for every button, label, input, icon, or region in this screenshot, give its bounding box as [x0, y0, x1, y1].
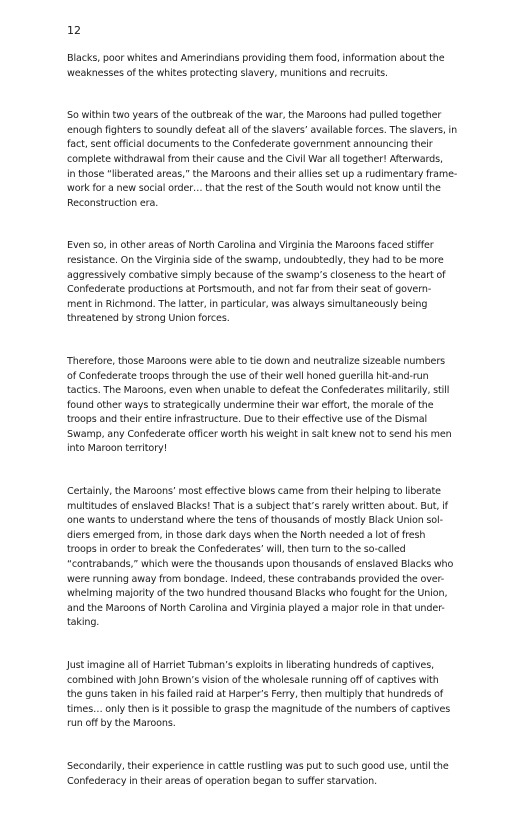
text-line: were running away from bondage. Indeed, these contrabands provided the over-: [67, 573, 445, 585]
paragraph-2: [67, 109, 461, 211]
text-line: run off by the Maroons.: [67, 718, 176, 730]
text-line: troops and their entire infrastructure. Due to their effective use of the Dismal: [67, 414, 428, 426]
text-line: Confederate productions at Portsmouth, and not far from their seat of govern-: [67, 284, 432, 296]
text-line: of Confederate troops through the use of their well honed guerilla hit-and-run: [67, 370, 429, 382]
text-line: taking.: [67, 617, 100, 629]
paragraph-3: [67, 239, 461, 327]
text-line: Blacks, poor whites and Amerindians providing them food, information about the: [67, 53, 445, 64]
text-line: ment in Richmond. The latter, in particular, was always simultaneously being: [67, 298, 428, 310]
text-line: multitudes of enslaved Blacks! That is a subject that’s rarely written about. But, if: [67, 500, 448, 512]
text-line: work for a new social order… that the rest of the South would not know until the: [67, 183, 441, 195]
text-line: troops in order to break the Confederates’ will, then turn to the so-called: [67, 544, 406, 556]
text-line: Secondarily, their experience in cattle rustling was put to such good use, until the: [67, 760, 449, 772]
text-line: weaknesses of the whites protecting slavery, munitions and recruits.: [67, 67, 388, 79]
text-line: resistance. On the Virginia side of the swamp, undoubtedly, they had to be more: [67, 254, 444, 266]
text-line: Swamp, any Confederate officer worth his weight in salt knew not to send his men: [67, 428, 452, 440]
text-line: found other ways to strategically undermine their war effort, the morale of the: [67, 399, 434, 411]
text-line: combined with John Brown’s vision of the wholesale running off of captives with: [67, 674, 439, 686]
text-line: whelming majority of the two hundred thousand Blacks who fought for the Union,: [67, 588, 448, 600]
paragraph-4: [67, 355, 461, 457]
text-line: times… only then is it possible to grasp the magnitude of the numbers of captives: [67, 703, 451, 715]
text-line: Just imagine all of Harriet Tubman’s exploits in liberating hundreds of captives,: [67, 660, 434, 671]
paragraph-7: [67, 760, 461, 789]
text-line: So within two years of the outbreak of the war, the Maroons had pulled together: [67, 110, 442, 122]
paragraph-1: [67, 52, 461, 81]
page-number: 12: [67, 24, 81, 37]
text-line: Reconstruction era.: [67, 197, 159, 209]
text-line: enough fighters to soundly defeat all of the slavers’ available forces. The slavers, in: [67, 124, 458, 136]
text-line: and the Maroons of North Carolina and Virginia played a major role in that under-: [67, 602, 445, 614]
text-line: Confederacy in their areas of operation began to suffer starvation.: [67, 775, 378, 787]
text-line: complete withdrawal from their cause and the Civil War all together! Afterwards,: [67, 153, 443, 165]
text-line: threatened by strong Union forces.: [67, 313, 230, 325]
text-line: in those “liberated areas,” the Maroons and their allies set up a rudimentary frame-: [67, 168, 458, 180]
body-text: [67, 52, 461, 789]
text-line: Therefore, those Maroons were able to tie down and neutralize sizeable numbers: [67, 355, 446, 367]
text-line: into Maroon territory!: [67, 443, 168, 455]
text-line: one wants to understand where the tens of thousands of mostly Black Union sol-: [67, 515, 443, 527]
paragraph-6: [67, 659, 461, 732]
text-line: Even so, in other areas of North Carolina and Virginia the Maroons faced stiffer: [67, 240, 434, 252]
text-line: Certainly, the Maroons’ most effective blows came from their helping to liberate: [67, 486, 441, 498]
text-line: tactics. The Maroons, even when unable to defeat the Confederates militarily, still: [67, 385, 450, 397]
text-line: the guns taken in his failed raid at Harper’s Ferry, then multiply that hundreds of: [67, 689, 443, 701]
text-line: “contrabands,” which were the thousands upon thousands of enslaved Blacks who: [67, 559, 454, 571]
text-line: aggressively combative simply because of the swamp’s closeness to the heart of: [67, 269, 446, 281]
text-line: fact, sent official documents to the Confederate government announcing their: [67, 139, 433, 151]
paragraph-5: [67, 485, 461, 631]
text-line: diers emerged from, in those dark days when the North needed a lot of fresh: [67, 529, 426, 541]
